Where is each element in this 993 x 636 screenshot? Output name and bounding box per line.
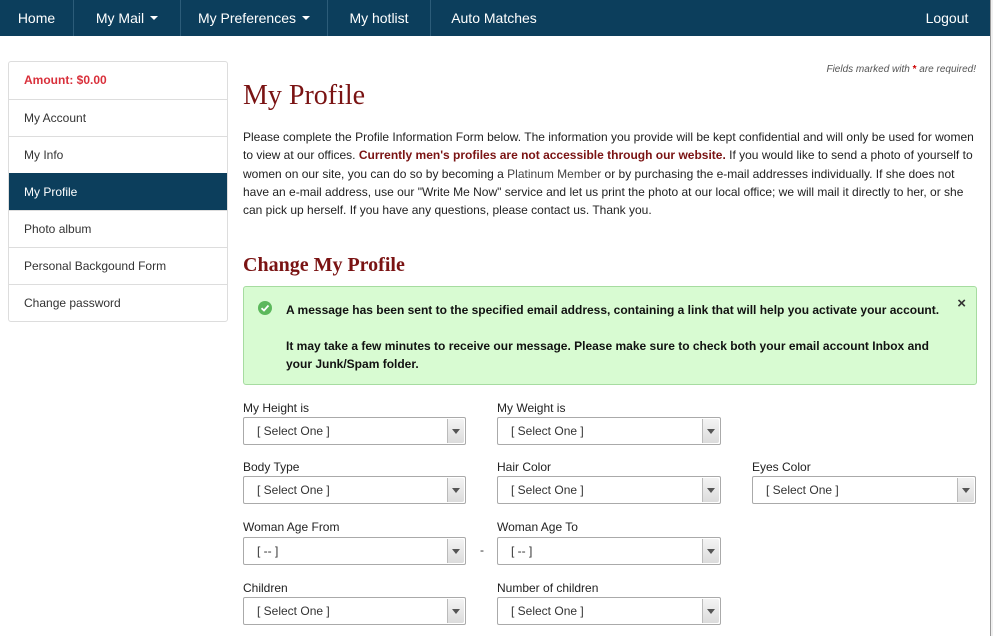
- top-navbar: [0, 0, 990, 36]
- body-type-select-value: [ Select One ]: [257, 483, 330, 497]
- age-from-label: Woman Age From: [243, 520, 340, 534]
- nav-home[interactable]: Home: [17, 10, 56, 26]
- nav-my-preferences-label: My Preferences: [197, 10, 297, 26]
- close-icon[interactable]: ×: [957, 295, 966, 312]
- sidebar-item-change-password[interactable]: Change password: [9, 284, 227, 321]
- age-to-label: Woman Age To: [497, 520, 578, 534]
- age-range-dash: -: [480, 543, 484, 557]
- alert-message-1: A message has been sent to the specified email address, containing a link that will help you activate your account.: [286, 303, 940, 317]
- required-note-prefix: Fields marked with: [826, 64, 913, 75]
- weight-select-value: [ Select One ]: [511, 424, 584, 438]
- chevron-down-icon: [447, 478, 464, 502]
- chevron-down-icon: [702, 419, 719, 443]
- age-from-select-value: [ -- ]: [257, 544, 279, 558]
- platinum-member-link[interactable]: Platinum Member: [507, 166, 602, 181]
- intro-text-1: Please complete the Profile Information Form below. The information you provide will be kept confidential and will only be used for women to view at our offices.: [243, 130, 974, 163]
- weight-select[interactable]: [497, 417, 721, 445]
- alert-message-2: It may take a few minutes to receive our message. Please make sure to check both your email account Inbox and your Junk/Spam folder.: [286, 339, 929, 371]
- body-type-select[interactable]: [243, 476, 466, 504]
- eyes-color-select-value: [ Select One ]: [766, 483, 839, 497]
- nav-my-mail[interactable]: [74, 0, 180, 36]
- hair-color-select-value: [ Select One ]: [511, 483, 584, 497]
- children-select[interactable]: [243, 597, 466, 625]
- intro-text-3: or by purchasing the e-mail addresses individually. If she does not have an e-mail address, use our "Write Me Now" service and let us print the photo at our local office; we will mail it directly to her, or she can pick up herself. If you have any questions, please contact us. Thank you.: [243, 166, 964, 218]
- children-select-value: [ Select One ]: [257, 604, 330, 618]
- caret-down-icon: [150, 16, 158, 20]
- sidebar-item-my-profile[interactable]: My Profile: [9, 173, 227, 210]
- section-title: Change My Profile: [243, 254, 405, 276]
- nav-my-hotlist[interactable]: My hotlist: [349, 10, 409, 26]
- required-star: *: [912, 64, 917, 75]
- number-of-children-select[interactable]: [497, 597, 721, 625]
- body-type-label: Body Type: [243, 460, 300, 474]
- height-label: My Height is: [243, 401, 310, 415]
- eyes-color-select[interactable]: [752, 476, 976, 504]
- number-of-children-label: Number of children: [497, 581, 599, 595]
- chevron-down-icon: [447, 539, 464, 563]
- required-note-suffix: are required!: [916, 64, 976, 75]
- caret-down-icon: [302, 16, 310, 20]
- sidebar: [8, 61, 228, 322]
- chevron-down-icon: [702, 539, 719, 563]
- nav-logout[interactable]: Logout: [925, 10, 969, 26]
- chevron-down-icon: [447, 599, 464, 623]
- hair-color-select[interactable]: [497, 476, 721, 504]
- sidebar-item-my-account[interactable]: My Account: [9, 99, 227, 136]
- eyes-color-label: Eyes Color: [752, 460, 811, 474]
- chevron-down-icon: [447, 419, 464, 443]
- chevron-down-icon: [957, 478, 974, 502]
- nav-my-preferences[interactable]: [181, 0, 327, 36]
- height-select[interactable]: [243, 417, 466, 445]
- age-from-select[interactable]: [243, 537, 466, 565]
- sidebar-item-background-form[interactable]: Personal Backgound Form: [9, 247, 227, 284]
- chevron-down-icon: [702, 478, 719, 502]
- weight-label: My Weight is: [497, 401, 566, 415]
- number-of-children-select-value: [ Select One ]: [511, 604, 584, 618]
- success-alert: [243, 286, 977, 385]
- nav-auto-matches[interactable]: Auto Matches: [451, 10, 537, 26]
- page-title: My Profile: [243, 80, 366, 111]
- intro-warning: Currently men's profiles are not accessible through our website.: [358, 148, 726, 163]
- required-fields-note: [826, 64, 976, 75]
- intro-paragraph: [243, 128, 978, 219]
- chevron-down-icon: [702, 599, 719, 623]
- nav-my-mail-label: My Mail: [95, 10, 145, 26]
- sidebar-item-photo-album[interactable]: Photo album: [9, 210, 227, 247]
- age-to-select-value: [ -- ]: [511, 544, 533, 558]
- sidebar-amount: Amount: $0.00: [24, 73, 107, 87]
- check-circle-icon: [258, 301, 272, 315]
- height-select-value: [ Select One ]: [257, 424, 330, 438]
- intro-text-2: If you would like to send a photo of yourself to women on our site, you can do so by becoming a: [243, 148, 973, 181]
- children-label: Children: [243, 581, 288, 595]
- sidebar-item-my-info[interactable]: My Info: [9, 136, 227, 173]
- age-to-select[interactable]: [497, 537, 721, 565]
- hair-color-label: Hair Color: [497, 460, 552, 474]
